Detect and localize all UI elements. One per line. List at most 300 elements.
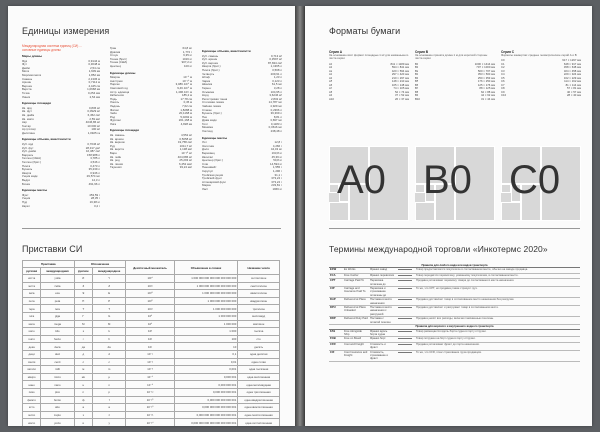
si-subheader: международное [92,268,125,275]
unit-value: 29,574 мл [86,174,100,179]
size-code: A5 [329,80,333,84]
unit-value: 8,81 л [273,114,282,119]
unit-value: 12,3 л [91,178,100,182]
unit-row [202,130,282,134]
si-cell: кило [23,328,41,336]
incoterm-description: Продавец доставляет и разгружает товар в согласованном месте. [415,306,580,317]
format-block [501,202,521,221]
unit-name: Баррель [22,153,34,157]
incoterm-row [329,298,580,306]
unit-name: Чайная ложка [202,104,221,108]
size-dimensions: 297 × 420 мм [391,72,409,77]
si-row [23,320,280,328]
si-cell: 10¹ [126,343,174,351]
si-row [23,305,280,313]
unit-name: Дюйм [22,66,30,70]
size-row [329,98,409,102]
si-cell: И [74,275,92,283]
unit-value: 491,96 л [88,181,100,186]
unit-name: Куб. вершок [202,61,219,65]
si-prefix-table [22,260,280,426]
unit-value: 0,5058 м² [179,136,192,141]
si-cell: с [74,358,92,366]
unit-name: Кв. вершок [110,141,125,145]
unit-name: Барн [110,152,117,156]
unit-row [110,65,192,69]
size-dimensions: 52 × 74 мм [394,89,409,94]
units-group-heading: Единицы длины [110,70,136,75]
si-cell: одна квинтиллионная [238,404,280,412]
size-dimensions: 148 × 210 мм [391,79,409,84]
divider [329,228,580,229]
unit-value: 4,929 мл [270,103,282,108]
format-big-label: B0 [423,158,472,202]
incoterm-russian: Франко борт [369,337,395,342]
unit-value: 1,296 г [272,169,282,173]
si-cell: гекто [23,335,41,343]
unit-name: Четверть [202,72,215,76]
si-cell: одна сотая [238,358,280,366]
unit-name: Унция жидк. [22,175,39,179]
si-row [23,343,280,351]
si-cell: одна десятая [238,350,280,358]
transfer-arrow-icon [395,306,415,317]
unit-value: 9,46·10¹⁵ м [177,85,192,90]
unit-value: 404,686 м² [177,154,192,159]
unit-value: 36,369 л [270,111,282,116]
unit-value: 233,81 г [271,183,282,188]
unit-name: Гран [110,47,117,50]
size-code: A3 [329,73,333,77]
incoterm-description: Товар размещается вдоль борта судна в порту отгрузки. [415,329,580,337]
size-row [415,98,495,102]
units-group-heading: Единицы массы [202,135,228,140]
si-cell: триллион [238,305,280,313]
unit-name: Ласт [202,187,209,191]
unit-value: 104,95 л [270,89,282,94]
si-cell: 0,000 000 000 000 000 000 001 [174,411,238,419]
unit-name: Гарнец [202,86,212,90]
unit-value: 1,23 л [273,75,282,80]
unit-value: 28,317 дм³ [85,145,100,150]
incoterm-row [329,306,580,317]
unit-name: Тройский фунт [202,177,222,181]
si-cell: одна миллионная [238,373,280,381]
si-header-prefix: Приставка [23,261,75,268]
size-code: B2 [415,69,419,73]
si-cell: tera [41,305,74,313]
si-cell: одна септиллионная [238,419,280,426]
unit-value: 50,8 кг [273,158,282,163]
unit-value: 6,35 кг [183,53,192,58]
unit-value: 64,8 мг [182,46,192,50]
si-cell: 10²¹ [126,282,174,290]
si-cell: pico [41,388,74,396]
si-cell: 1 000 [174,328,238,336]
incoterm-english: Carriage Paid To [343,279,369,287]
size-code: B3 [415,73,419,77]
si-cell: г [74,335,92,343]
si-cell: З [74,282,92,290]
transfer-arrow-icon [395,279,415,287]
unit-name: Кв. верста [110,148,124,152]
si-cell: 10⁹ [126,312,174,320]
size-dimensions: 707 × 1000 мм [476,65,495,70]
incoterm-description: Товар погружен на борт судна в порту отгрузки. [415,337,580,342]
unit-value: 3,28 л [273,85,282,90]
unit-name: Марка [202,184,211,188]
size-code: C0 [501,59,505,63]
unit-value: 25,293 м² [179,158,192,163]
unit-value: 2,832 м³ [271,96,282,101]
si-cell: да [74,343,92,351]
si-cell: exa [41,290,74,298]
unit-name: Ярд [22,59,28,63]
unit-name: Бушель (брит.) [202,112,222,116]
size-dimensions: 57 × 81 мм [566,86,581,91]
series-name: Серия С [501,50,515,54]
unit-value: 31,1 г [274,172,282,177]
transfer-arrow-icon [395,350,415,361]
unit-value: 0,473 л [90,163,100,168]
si-row [23,328,280,336]
units-group-heading: Единицы площади [110,128,140,133]
paper-format-diagram [329,146,409,221]
incoterm-description: Продавец оплачивает перевозку товара до согласованного места назначения. [415,279,580,287]
si-cell: Z [92,282,125,290]
size-code: A9 [329,94,333,98]
si-cell: 10⁻⁹ [126,381,174,389]
si-cell: 0,1 [174,350,238,358]
unit-row [22,96,100,100]
unit-name: Лот [202,141,207,145]
unit-value: 1,852 км [88,72,100,77]
unit-value: 0,3048 м [88,62,100,67]
size-code: C2 [501,66,505,70]
size-dimensions: 500 × 707 мм [477,68,495,73]
si-cell: одна квадриллионная [238,396,280,404]
si-cell: G [92,312,125,320]
si-cell: одна тысячная [238,366,280,374]
series-name: Серия А [329,50,343,54]
size-code: A6 [329,83,333,87]
unit-value: 2,59 км² [89,116,100,121]
unit-value: 0,1183 л [270,121,282,126]
unit-name: Кв. сажень [110,134,125,138]
si-cell: 10⁻²⁴ [126,419,174,426]
unit-value: 0,9144 м [88,58,100,63]
unit-value: 163,8 кг [271,151,282,156]
unit-name: Фут [22,63,27,67]
unit-name: Верста [22,88,32,92]
si-row [23,419,280,426]
unit-name: Фунт [22,193,29,197]
unit-name: Ар (сотка) [22,128,36,132]
incoterm-code: FCA [329,273,343,278]
series-description: Форматы конвертов: среднее геометрическое серий А и В [501,53,577,57]
unit-name: Карат [22,204,30,208]
unit-name: Фурлонг [110,119,122,123]
size-dimensions: 458 × 648 мм [563,65,581,70]
si-cell: з [74,411,92,419]
unit-value: 0,3597 м³ [269,57,282,62]
si-cell: zepto [41,411,74,419]
unit-name: Кварта [22,171,32,175]
unit-value: 1,496·10¹¹ м [175,89,192,94]
unit-value: 0,2 г [94,203,100,208]
size-code: A4 [329,76,333,80]
si-cell: 10² [126,335,174,343]
unit-name: Световой год [110,86,128,90]
paper-series [415,50,495,101]
si-cell: y [92,419,125,426]
unit-name: Пеннивейт [202,166,217,170]
unit-value: 4,546 л [90,160,100,165]
incoterm-code: CIP [329,287,343,298]
units-group-heading: Единицы объема, вместимости [22,137,71,142]
size-dimensions: 88 × 125 мм [479,86,495,91]
size-code: B4 [415,76,419,80]
incoterm-description: Продавец оплачивает фрахт до порта назначения. [415,342,580,350]
transfer-arrow-icon [395,317,415,325]
size-code: B7 [415,87,419,91]
si-cell: kilo [41,328,74,336]
si-cell: фемто [23,396,41,404]
unit-value: 28,35 г [90,196,100,201]
size-code: B6 [415,83,419,87]
incoterm-english: Delivered Duty Paid [343,317,369,325]
size-dimensions: 176 × 250 мм [477,79,495,84]
size-dimensions: 114 × 162 мм [564,79,581,84]
si-cell: yotta [41,275,74,283]
size-code: A10 [329,97,334,101]
unit-value: 1,0925 га [87,130,100,135]
si-cell: n [92,381,125,389]
incoterm-description: Товар передаётся перевозчику, указанному покупателем, в согласованном месте. [415,273,580,278]
incoterm-description: Товар предоставляется покупателю в согласованном месте, обычно на заводе продавца. [415,268,580,273]
unit-name: Лига [110,122,117,126]
unit-name: Стоун [110,54,118,58]
size-dimensions: 40 × 57 мм [566,89,581,94]
format-block [329,202,349,221]
si-cell: н [74,381,92,389]
unit-name: Акр [22,121,27,125]
incoterm-english: Free on Board [343,337,369,342]
si-row [23,381,280,389]
unit-value: 1,8288 м [180,107,192,112]
unit-name: Скрупул [202,170,214,173]
unit-name: Бушель [22,168,33,172]
incoterm-russian: Поставка в месте назначения с разгрузкой [369,306,395,317]
unit-name: Кварта (брит.) [202,65,221,69]
size-dimensions: 648 × 917 мм [563,61,581,66]
si-cell: 1 000 000 [174,320,238,328]
si-cell: 100 [174,335,238,343]
unit-name: Штоф [202,76,210,80]
si-cell: 1 000 000 000 000 000 000 [174,290,238,298]
si-cell: дека [23,343,41,351]
si-title: Приставки СИ [22,244,83,254]
formats-title: Форматы бумаги [329,26,401,36]
incoterms-section-1: Правила для любого вида или видов транспорта [329,264,580,268]
unit-value: 61,5 мл [271,82,282,87]
size-code: C5 [501,76,505,80]
si-cell: мега [23,320,41,328]
size-code: C4 [501,73,505,77]
incoterm-code: CFR [329,342,343,350]
incoterm-row [329,317,580,325]
unit-value: 17,78 см [180,96,192,101]
incoterm-row [329,329,580,337]
unit-value: 20,1168 м [178,111,192,116]
si-cell: 10¹⁸ [126,290,174,298]
size-code: C1 [501,62,505,66]
si-cell: 10 [174,343,238,351]
units-note: Международная система единиц (СИ) ... основные единицы длины [22,44,82,52]
units-title: Единицы измерения [22,26,110,36]
unit-value: 0,45 м [183,100,192,105]
unit-value: 1016 кг [182,56,192,61]
si-row [23,335,280,343]
size-code: C6 [501,80,505,84]
si-cell: 0,000 000 001 [174,381,238,389]
unit-name: Пядь [110,97,117,101]
unit-name: Осьмина [202,90,215,94]
transfer-arrow-icon [395,298,415,306]
units-group-heading: Единицы массы [22,188,48,193]
si-cell: mega [41,320,74,328]
incoterm-row [329,287,580,298]
incoterm-russian: Стоимость, страхование и фрахт [369,350,395,361]
incoterm-description: То же, что CFR, плюс страхование груза продавцом. [415,350,580,361]
unit-name: Центнер (брит.) [202,159,223,163]
unit-name: Куб. дюйм [22,150,36,154]
size-code: B8 [415,90,419,94]
unit-name: Кв. дюйм [22,113,35,117]
si-cell: micro [41,373,74,381]
size-code: B10 [415,97,420,101]
unit-value: 44,43 мг [270,147,282,152]
incoterm-russian: Поставка в месте назначения [369,298,395,306]
unit-value: 1,138 км² [179,147,192,152]
unit-value: 10⁻⁶ м [183,75,192,80]
size-dimensions: 420 × 594 мм [391,68,409,73]
unit-name: Квинтал [202,155,214,159]
unit-name: Локоть [110,101,120,105]
unit-value: 0,568 л [272,67,282,72]
unit-name: Куб. аршин [202,58,218,62]
incoterm-english: Ex Works [343,268,369,273]
unit-name: Стакан [202,108,212,112]
size-dimensions: 31 × 44 мм [480,96,495,101]
unit-value: 100 м² [91,127,100,132]
unit-name: Драхма [110,50,121,54]
unit-value: 1,555 г [272,165,282,170]
unit-name: Кабельтов [110,94,124,98]
si-cell: 10⁻²¹ [126,411,174,419]
unit-name: Кв. миля [22,117,34,121]
unit-name: Драм жидк. [202,119,218,123]
incoterm-code: EXW [329,268,343,273]
size-code: A0 [329,62,333,66]
si-cell: одна триллионная [238,388,280,396]
si-cell: десять [238,343,280,351]
si-cell: и [74,419,92,426]
unit-value: 209,91 л [270,71,282,76]
si-row [23,312,280,320]
format-big-label: C0 [509,158,561,202]
size-dimensions: 250 × 353 мм [477,75,495,80]
incoterm-row [329,350,580,361]
si-cell: 10⁻³ [126,366,174,374]
si-cell: пета [23,297,41,305]
size-dimensions: 81 × 114 мм [565,82,581,87]
si-header-name: Название числа [238,261,280,275]
si-cell: 10²⁴ [126,275,174,283]
unit-name: Столовая ложка [202,101,224,105]
si-cell: Т [74,305,92,313]
si-row [23,404,280,412]
si-cell: зетта [23,282,41,290]
size-dimensions: 105 × 148 мм [391,82,409,87]
si-cell: M [92,320,125,328]
unit-name: Доля [202,148,209,152]
unit-name: Ладонь [110,104,120,108]
si-cell: квадриллион [238,297,280,305]
units-group-heading: Меры длины [22,54,43,58]
size-code: B9 [415,94,419,98]
si-cell: deci [41,350,74,358]
unit-value: 3,785 л [90,156,100,161]
unit-name: Куб. сажень [202,54,219,58]
incoterm-english: Free Carrier [343,273,369,278]
unit-name: Линия [22,95,31,99]
unit-name: Галлон (брит.) [22,161,42,165]
si-cell: peta [41,297,74,305]
si-cell: 10⁻¹⁸ [126,404,174,412]
si-cell: деци [23,350,41,358]
unit-name: Тонна (брит.) [110,57,128,61]
si-cell: 10³ [126,328,174,336]
unit-row [110,123,192,127]
unit-row [110,166,192,170]
incoterms-section-2: Правила для морского и внутреннего водного транспорта [329,325,580,329]
si-cell: d [92,350,125,358]
series-name: Серия В [415,50,429,54]
size-code: C10 [501,94,507,98]
unit-value: 4,266 г [272,143,282,148]
si-cell: милли [23,366,41,374]
si-row [23,388,280,396]
si-cell: септиллион [238,275,280,283]
unit-value: 2,54 мм [89,94,100,99]
si-cell: сто [238,335,280,343]
si-cell: м [74,366,92,374]
si-row [23,411,280,419]
unit-value: 0,836 м² [89,105,100,110]
unit-value: 19,758 см² [177,140,192,145]
unit-value: 1,609 км [88,69,100,74]
unit-value: 35,239 л [88,167,100,172]
incoterm-english: Cost and Freight [343,342,369,350]
incoterm-code: CPT [329,279,343,287]
unit-value: 0,123 л [272,78,282,83]
format-big-label: A0 [337,158,386,202]
si-cell: тысяча [238,328,280,336]
si-cell: hecto [41,335,74,343]
size-code: A2 [329,69,333,73]
unit-value: 3,697 мл [270,118,282,123]
